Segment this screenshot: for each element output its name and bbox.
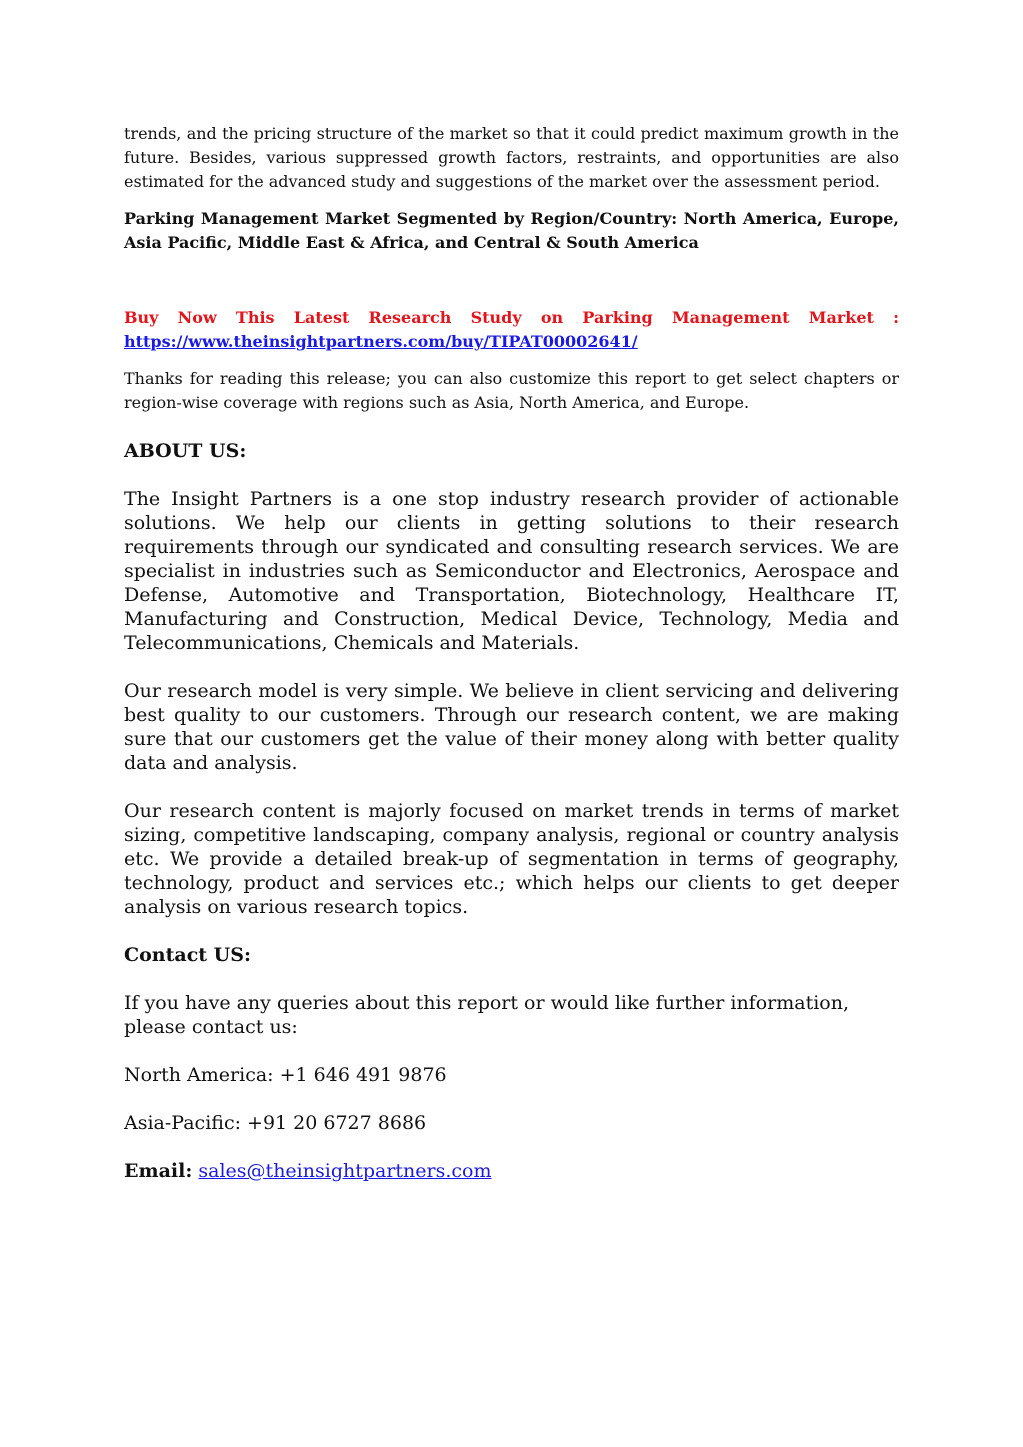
contact-asia-pacific: Asia-Pacific: +91 20 6727 8686: [124, 1112, 427, 1134]
about-heading: ABOUT US:: [124, 440, 247, 462]
buy-now-block: [124, 306, 899, 354]
about-paragraph-1: The Insight Partners is a one stop industry research provider of actionable solutions. We help our clients in getting solutions to their research requirements through our syndicated and consulting research services. We are specialist in industries such as Semiconductor and Electronics, Aerospace and Defense, Automotive and Transportation, Biotechnology, Healthcare IT, Manufacturing and Construction, Medical Device, Technology, Media and Telecommunications, Chemicals and Materials.: [124, 488, 899, 654]
buy-now-link[interactable]: https://www.theinsightpartners.com/buy/TIPAT00002641/: [124, 332, 638, 351]
about-paragraph-2: Our research model is very simple. We believe in client servicing and delivering best quality to our customers. Through our research content, we are making sure that our customers get the value of their money along with better quality data and analysis.: [124, 680, 899, 774]
segmentation-heading: Parking Management Market Segmented by Region/Country: North America, Europe, Asia Pacific, Middle East & Africa, and Central & South America: [124, 209, 899, 252]
intro-paragraph: trends, and the pricing structure of the market so that it could predict maximum growth in the future. Besides, various suppressed growth factors, restraints, and opportunities are also estimated for the advanced study and suggestions of the market over the assessment period.: [124, 124, 899, 191]
email-label: Email:: [124, 1160, 193, 1182]
contact-intro: If you have any queries about this report or would like further information, please contact us:: [124, 992, 850, 1038]
contact-email-line: [124, 1159, 899, 1183]
buy-now-text: Buy Now This Latest Research Study on Parking Management Market :: [124, 308, 899, 327]
contact-north-america: North America: +1 646 491 9876: [124, 1064, 447, 1086]
contact-heading: Contact US:: [124, 944, 251, 966]
thanks-paragraph: Thanks for reading this release; you can also customize this report to get select chapters or region-wise coverage with regions such as Asia, North America, and Europe.: [124, 369, 899, 412]
document-page: [124, 122, 899, 1183]
email-link[interactable]: sales@theinsightpartners.com: [198, 1160, 492, 1182]
about-paragraph-3: Our research content is majorly focused on market trends in terms of market sizing, competitive landscaping, company analysis, regional or country analysis etc. We provide a detailed break-up of segmentation in terms of geography, technology, product and services etc.; which helps our clients to get deeper analysis on various research topics.: [124, 800, 899, 918]
